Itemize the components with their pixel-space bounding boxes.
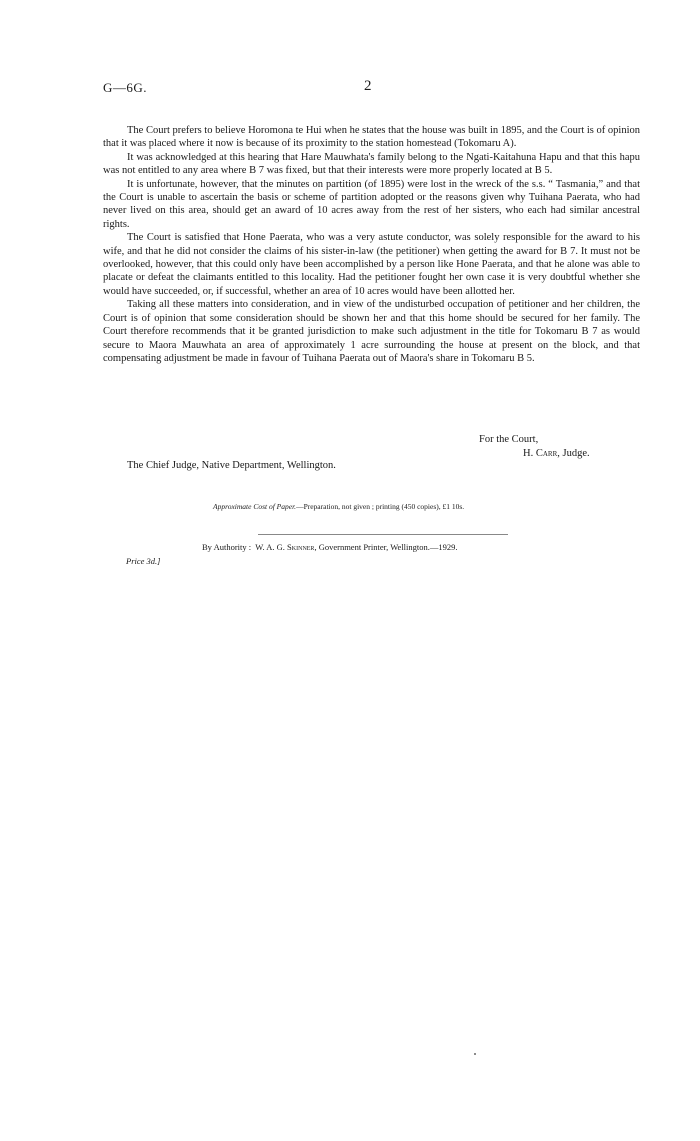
authority-suffix: , Government Printer, Wellington.—1929. xyxy=(314,542,458,552)
signature-title: , Judge. xyxy=(557,448,590,459)
page-number: 2 xyxy=(364,78,372,94)
cost-note xyxy=(213,502,464,511)
body-text xyxy=(103,124,640,365)
price: Price 3d.] xyxy=(126,556,161,566)
paragraph: Taking all these matters into consideration, and in view of the undisturbed occupation of petitioner and her children, the Court is of opinion that some consideration should be shown her and that this home should be secured for her family. The Court therefore recommends that it be granted jurisdiction to make such adjustment in the title for Tokomaru B 7 as would secure to Maora Mauwhata an area of approximately 1 acre surrounding the house at present on the block, and that compensating adjustment be made in favour of Tuihana Paerata out of Maora's share in Tokomaru B 5. xyxy=(103,299,640,364)
document-reference: G—6G. xyxy=(103,80,148,95)
divider-rule xyxy=(258,534,508,535)
printer-name: Skinner xyxy=(287,542,315,552)
signature-surname: Carr xyxy=(535,448,558,459)
addressee: The Chief Judge, Native Department, Wellington. xyxy=(127,460,336,471)
paper-speck xyxy=(474,1053,476,1055)
cost-note-label: Approximate Cost of Paper. xyxy=(213,502,297,511)
paragraph: It is unfortunate, however, that the minutes on partition (of 1895) were lost in the wreck of the s.s. “ Tasmania,” and that the Court is unable to ascertain the basis or scheme of partition adopted or the reasons given why Tuihana Paerata, who had never lived on this area, should get an award of 10 acres away from the rest of her sisters, who each had similar ancestral rights. xyxy=(103,178,640,230)
paragraph: The Court prefers to believe Horomona te Hui when he states that the house was built in 1895, and the Court is of opinion that it was placed where it now is because of its proximity to the station homestead (Tokomaru A). xyxy=(103,125,640,150)
paragraph: The Court is satisfied that Hone Paerata, who was a very astute conductor, was solely responsible for the award to his wife, and that he did not consider the claims of his sister-in-law (the petitioner) when getting the award for B 7. It must not be overlooked, however, that this could only have been accomplished by a person like Hone Paerata, and that he alone was able to placate or defeat the claimants entitled to this locality. Had the petitioner fought her own case it is very doubtful whether she would have succeeded, or, if successful, whether an area of 10 acres would have been allotted her. xyxy=(103,232,640,297)
signature-judge xyxy=(523,448,590,459)
signature-for-court: For the Court, xyxy=(479,434,539,445)
cost-note-text: —Preparation, not given ; printing (450 copies), £1 10s. xyxy=(296,502,465,511)
paragraph: It was acknowledged at this hearing that Hare Mauwhata's family belong to the Ngati-Kaitahuna Hapu and that this hapu was not entitled to any area where B 7 was fixed, but that their interests were more properly located at B 5. xyxy=(103,151,640,177)
signature-initial: H. xyxy=(523,448,534,459)
printer-authority xyxy=(202,542,458,552)
authority-prefix: By Authority : xyxy=(202,542,252,552)
printer-initials: W. A. G. xyxy=(255,542,285,552)
